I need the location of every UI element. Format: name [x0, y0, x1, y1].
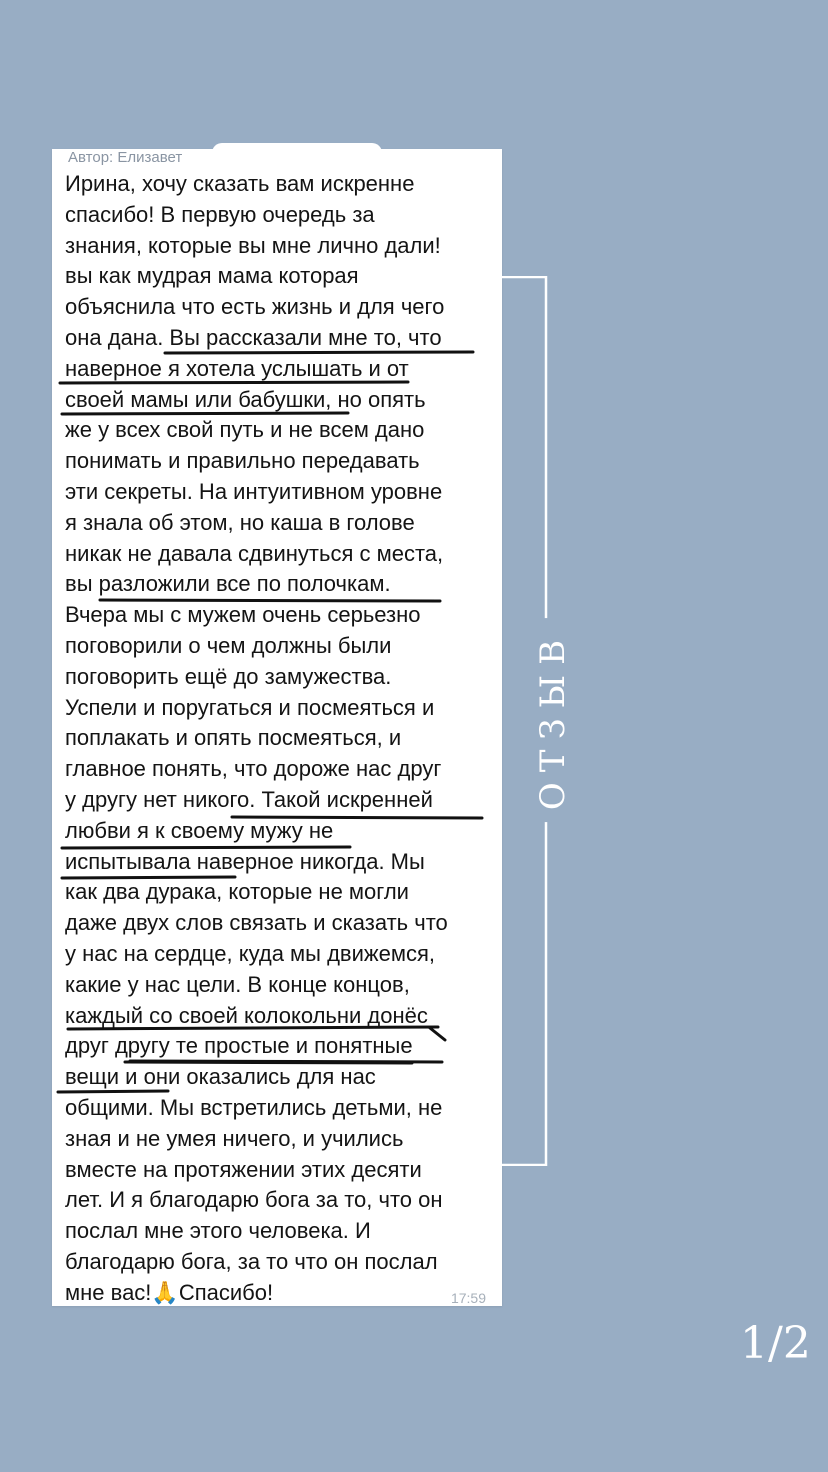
- author-redaction: [212, 143, 382, 165]
- message-line: каждый со своей колокольни донёс: [65, 1002, 428, 1028]
- message-line: своей мамы или бабушки, но опять: [65, 386, 426, 412]
- message-line: объяснила что есть жизнь и для чего: [65, 294, 445, 320]
- message-line: послал мне этого человека. И: [65, 1218, 371, 1244]
- message-line: эти секреты. На интуитивном уровне: [65, 478, 443, 504]
- message-line: поплакать и опять посмеяться, и: [65, 725, 402, 751]
- message-last-line-end: Спасибо!: [178, 1279, 274, 1305]
- page-indicator: 1/2: [740, 1318, 811, 1369]
- message-line: какие у нас цели. В конце концов,: [65, 971, 410, 997]
- message-line: никак не давала сдвинуться с места,: [65, 540, 444, 566]
- message-line: знания, которые вы мне лично дали!: [65, 232, 441, 258]
- message-line: поговорить ещё до замужества.: [65, 663, 392, 689]
- message-author: Автор: Елизавет: [68, 149, 183, 166]
- message-line: понимать и правильно передавать: [65, 448, 420, 474]
- message-line: испытывала наверное никогда. Мы: [65, 848, 425, 874]
- message-line: Успели и поругаться и посмеяться и: [65, 694, 435, 720]
- message-line: Вчера мы с мужем очень серьезно: [65, 602, 421, 628]
- message-last-line: [65, 1278, 495, 1309]
- reviews-vertical-label: ОТЗЫВ: [533, 618, 573, 822]
- message-line: даже двух слов связать и сказать что: [65, 910, 448, 936]
- message-line: как два дурака, которые не могли: [65, 879, 409, 905]
- message-last-line-start: мне вас!: [65, 1279, 152, 1305]
- message-line: я знала об этом, но каша в голове: [65, 509, 415, 535]
- message-bubble: [52, 149, 502, 1306]
- message-line: у нас на сердце, куда мы движемся,: [65, 940, 436, 966]
- message-line: любви я к своему мужу не: [65, 817, 334, 843]
- message-line: общими. Мы встретились детьми, не: [65, 1094, 443, 1120]
- message-line: вы как мудрая мама которая: [65, 263, 359, 289]
- message-line: вещи и они оказались для нас: [65, 1064, 376, 1090]
- message-line: главное понять, что дороже нас друг: [65, 756, 442, 782]
- message-line: у другу нет никого. Такой искренней: [65, 786, 433, 812]
- message-text: [65, 169, 495, 1308]
- message-line: зная и не умея ничего, и учились: [65, 1125, 404, 1151]
- message-line: же у всех свой путь и не всем дано: [65, 417, 425, 443]
- message-line: вместе на протяжении этих десяти: [65, 1156, 422, 1182]
- message-line: вы разложили все по полочкам.: [65, 571, 391, 597]
- message-line: наверное я хотела услышать и от: [65, 355, 409, 381]
- message-line: благодарю бога, за то что он послал: [65, 1248, 438, 1274]
- message-time: 17:59: [450, 1290, 486, 1306]
- message-line: она дана. Вы рассказали мне то, что: [65, 324, 442, 350]
- message-line: друг другу те простые и понятные: [65, 1033, 413, 1059]
- message-line: Ирина, хочу сказать вам искренне: [65, 171, 415, 196]
- folded-hands-emoji-icon: 🙏: [151, 1279, 179, 1305]
- message-line: спасибо! В первую очередь за: [65, 201, 375, 227]
- message-line: лет. И я благодарю бога за то, что он: [65, 1187, 443, 1213]
- message-line: поговорили о чем должны были: [65, 632, 392, 658]
